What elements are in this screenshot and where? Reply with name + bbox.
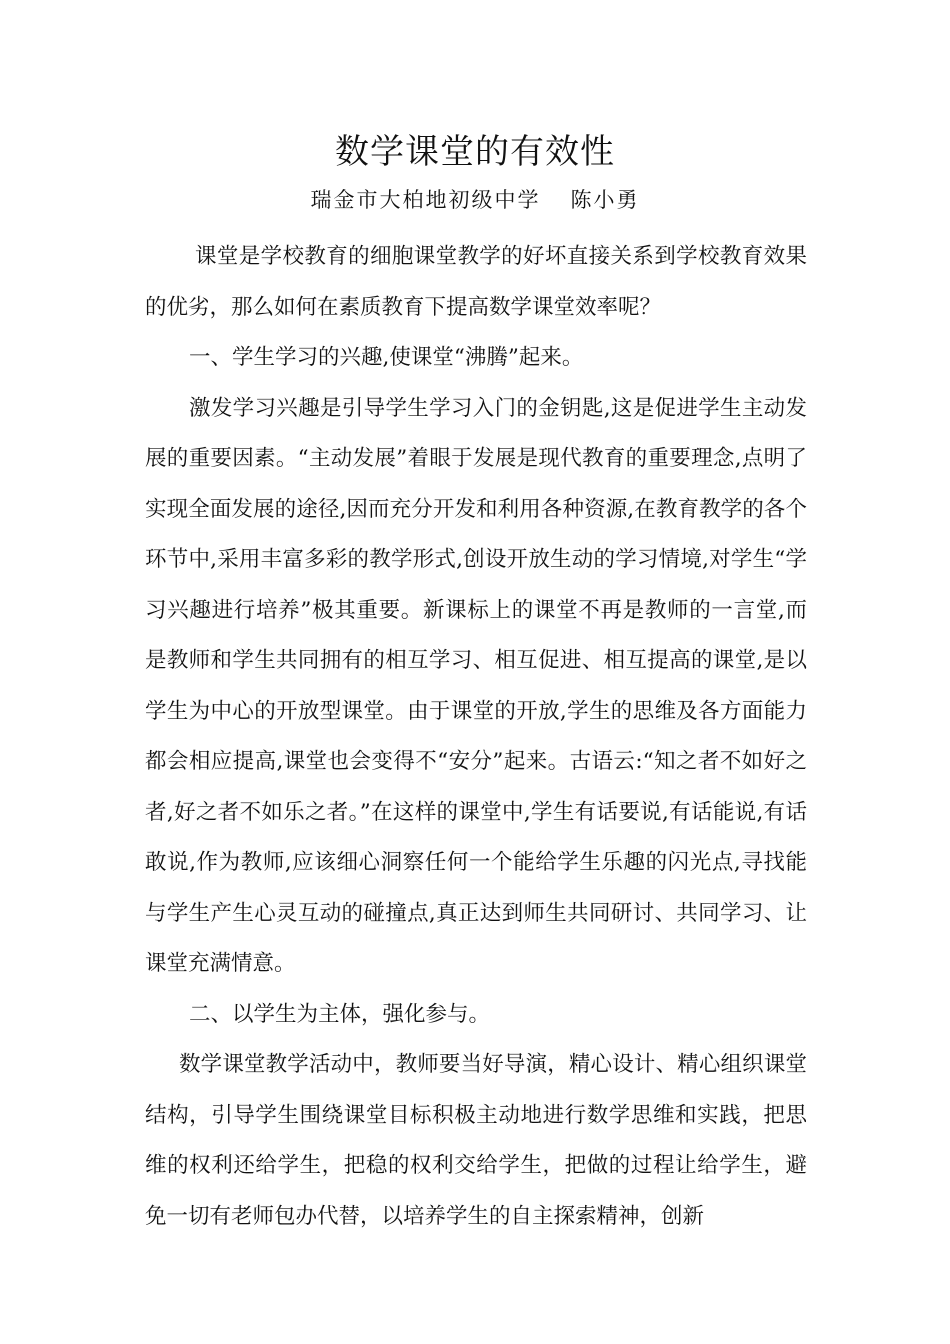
section-heading-1: 一、学生学习的兴趣,使课堂“沸腾”起来。 bbox=[189, 345, 584, 370]
paragraph-intro: 课堂是学校教育的细胞课堂教学的好坏直接关系到学校教育效果的优劣，那么如何在素质教育下提高数学课堂效率呢？ bbox=[145, 244, 807, 320]
paragraph-section-2: 数学课堂教学活动中，教师要当好导演，精心设计、精心组织课堂结构，引导学生围绕课堂目标积极主动地进行数学思维和实践，把思维的权利还给学生，把稳的权利交给学生，把做的过程让给学生，避免一切有老师包办代替，以培养学生的自主探索精神，创新 bbox=[145, 1052, 807, 1229]
author-school: 瑞金市大柏地初级中学 bbox=[310, 188, 541, 212]
section-heading-2: 二、以学生为主体，强化参与。 bbox=[189, 1001, 491, 1027]
document-title: 数学课堂的有效性 bbox=[335, 132, 615, 172]
document-body bbox=[145, 232, 807, 1242]
author-name: 陈小勇 bbox=[570, 188, 640, 212]
paragraph-section-1: 激发学习兴趣是引导学生学习入门的金钥匙,这是促进学生主动发展的重要因素。“主动发展”着眼于发展是现代教育的重要理念,点明了实现全面发展的途径,因而充分开发和利用各种资源,在教育教学的各个环节中,采用丰富多彩的教学形式,创设开放生动的学习情境,对学生“学习兴趣进行培养”极其重要。新课标上的课堂不再是教师的一言堂,而是教师和学生共同拥有的相互学习、相互促进、相互提高的课堂,是以学生为中心的开放型课堂。由于课堂的开放,学生的思维及各方面能力都会相应提高,课堂也会变得不“安分”起来。古语云:“知之者不如好之者,好之者不如乐之者。”在这样的课堂中,学生有话要说,有话能说,有话敢说,作为教师,应该细心洞察任何一个能给学生乐趣的闪光点,寻找能与学生产生心灵互动的碰撞点,真正达到师生共同研讨、共同学习、让课堂充满情意。 bbox=[145, 395, 807, 976]
author-line bbox=[0, 184, 950, 216]
